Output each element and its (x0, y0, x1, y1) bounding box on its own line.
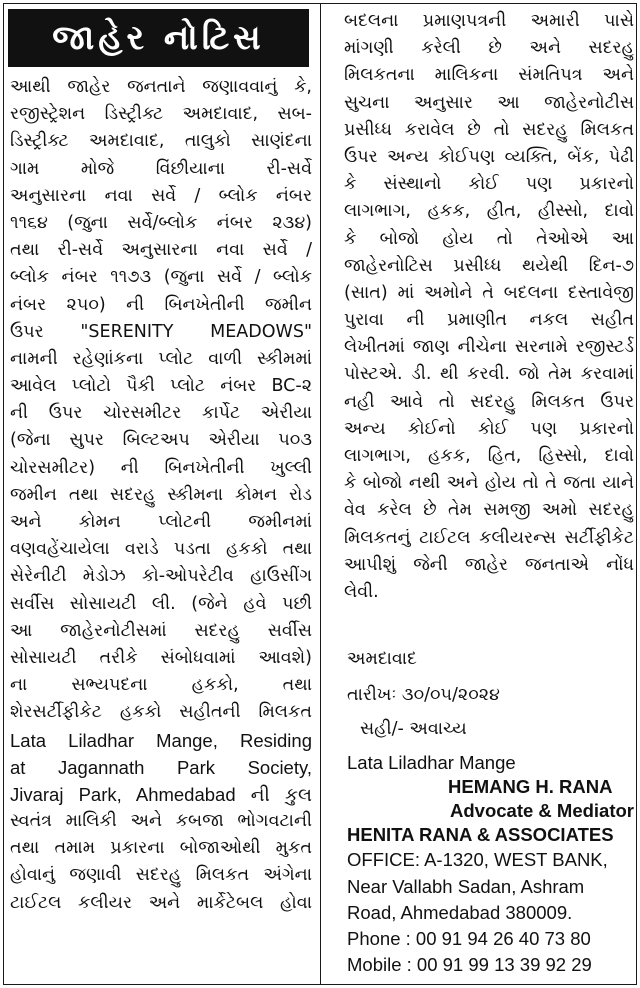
mobile-number: Mobile : 00 91 99 13 39 92 29 (347, 954, 592, 975)
notice-text-line: ના સભ્યપદના હકકો, તથા (10, 675, 312, 696)
notice-text-line: ડિસ્ટ્રીક્ટ અમદાવાદ, તાલુકો સાણંદના (10, 131, 312, 152)
signature-line: સહી/- અવાચ્ય (360, 719, 467, 739)
notice-text-line: at Jagannath Park Society, (10, 756, 312, 778)
firm-name: HENITA RANA & ASSOCIATES (347, 824, 614, 845)
notice-text-line: જાહેરનોટિસ પ્રસીધ્ધ થયેથી દિન-૭ (344, 255, 634, 276)
notice-text-line: કે બોજો હોય તો તેઓએ આ (344, 228, 634, 249)
notice-text-line: આથી જાહેર જનતાને જણાવવાનું કે, (10, 77, 312, 97)
notice-text-line: સેરેનીટી મેડોઝ કો-ઓપરેટીવ હાઉસીંગ (10, 566, 312, 587)
owner-name: Lata Liladhar Mange (347, 752, 516, 773)
notice-text-line: જમીન તથા સદરહુ સ્કીમના કોમન રોડ (10, 484, 312, 505)
notice-text-line: આપીશું જેની જાહેર જનતાએ નોંધ (344, 554, 634, 575)
left-column-text (10, 74, 312, 917)
column-divider (320, 3, 321, 985)
notice-text-line: ઉપર "SERENITY MEADOWS" (10, 321, 312, 342)
notice-text-line: પોસ્ટએ. ડી. થી કરવી. જો તેમ કરવામાં (344, 364, 634, 385)
notice-text-line: અને કોમન પ્લોટની જમીનમાં (10, 512, 312, 532)
advocate-name: HEMANG H. RANA (448, 776, 613, 797)
notice-title: જાહેર નોટિસ (52, 18, 265, 58)
notice-text-line: કે બોજો નથી અને હોય તો તે જતા યાને (344, 473, 634, 494)
notice-text-line: તથા તમામ પ્રકારના બોજાઓથી મુકત (10, 838, 312, 859)
office-address-line-2: Near Vallabh Sadan, Ashram (347, 876, 585, 897)
notice-text-line: (સાત) માં અમોને તે બદલના દસ્તાવેજી (344, 282, 634, 303)
notice-text-line: મિલકતના માલિકના સંમતિપત્ર અને (344, 65, 634, 86)
notice-text-line: વેવ કરેલ છે તેમ સમજી અમો સદરહુ (344, 500, 634, 521)
notice-text-line: બદલના પ્રમાણપત્રની અમારી પાસે (344, 11, 634, 31)
notice-text-line: આવેલ પ્લોટો પૈકી પ્લોટ નંબર BC-૨ (10, 376, 312, 397)
phone-number: Phone : 00 91 94 26 40 73 80 (347, 928, 591, 949)
notice-text-line: ઉપર અન્ય કોઈપણ વ્યક્તિ, બેંક, પેઢી (344, 146, 634, 167)
notice-text-line: માંગણી કરેલી છે અને સદરહુ (344, 38, 634, 59)
notice-text-line: ની ઉપર ચોરસમીટર કાર્પેટ એરીયા (10, 403, 312, 424)
notice-text-line: અનુસારના નવા સર્વે / બ્લોક નંબર (10, 185, 312, 206)
notice-text-line: નહી આવે તો સદરહુ મિલકત ઉપર (344, 391, 634, 412)
place-line: અમદાવાદ (347, 649, 417, 669)
notice-text-line: સોસાયટી તરીકે સંબોધવામાં આવશે) (10, 647, 312, 668)
notice-text-line: રજીસ્ટ્રેશન ડિસ્ટ્રીક્ટ અમદાવાદ, સબ- (10, 104, 312, 125)
notice-title-banner (8, 9, 309, 67)
notice-text-line: વણવહેંચાયેલા વરાડે પડતા હકકો તથા (10, 539, 312, 560)
notice-text-line: Jivaraj Park, Ahmedabad ની કુલ (10, 783, 312, 805)
notice-text-line: લાગભાગ, હકક, હિત, હિસ્સો, દાવો (344, 446, 634, 466)
notice-text-line: આ જાહેરનોટીસમાં સદરહુ સર્વીસ (10, 620, 312, 641)
office-address-line-1: OFFICE: A-1320, WEST BANK, (347, 849, 608, 870)
notice-text-line: બ્લોક નંબર ૧૧૭૩ (જુના સર્વે / બ્લોક (10, 267, 312, 288)
notice-text-line: હોવાનું જણાવી સદરહુ મિલકત અંગેના (10, 865, 312, 886)
notice-text-line: ગામ મોજે વિંછીયાના રી-સર્વે (10, 158, 312, 179)
notice-text-line: પ્રસીધ્ધ કરાવેલ છે તો સદરહુ મિલકત (344, 119, 634, 140)
notice-text-line: (જેના સુપર બિલ્ટઅપ એરીયા ૫૦૩ (10, 430, 312, 451)
notice-text-line: ૧૧૬૪ (જુના સર્વે/બ્લોક નંબર ૨૩૪) (10, 212, 312, 233)
office-address-line-3: Road, Ahmedabad 380009. (347, 902, 573, 923)
notice-text-line: નંબર ૨૫૦) ની બિનખેતીની જમીન (10, 294, 312, 315)
right-column-text (344, 8, 634, 606)
notice-text-line: તથા રી-સર્વે અનુસારના નવા સર્વે / (10, 240, 312, 261)
notice-text-line: નામની રહેણાંકના પ્લોટ વાળી સ્કીમમાં (10, 348, 312, 369)
notice-text-line: સર્વીસ સોસાયટી લી. (જેને હવે પછી (10, 593, 312, 614)
notice-text-line: મિલકતનું ટાઈટલ કલીયરન્સ સર્ટીફીકેટ (344, 527, 634, 548)
notice-text-line: અન્ય કોઈનો કોઈ પણ પ્રકારનો (344, 418, 634, 439)
notice-text-line: ચોરસમીટર) ની બિનખેતીની ખુલ્લી (10, 457, 312, 478)
notice-text-line: લેખીતમાં જાણ નીચેના સરનામે રજીસ્ટર્ડ (344, 337, 634, 358)
notice-text-line: સુચના અનુસાર આ જાહેરનોટીસ (344, 92, 634, 113)
notice-text-line: કે સંસ્થાનો કોઈ પણ પ્રકારનો (344, 174, 634, 195)
notice-text-line: લાગભાગ, હકક, હીત, હીસ્સો, દાવો (344, 201, 634, 222)
advocate-title: Advocate & Mediator (450, 800, 635, 821)
notice-text-line: ટાઈટલ કલીયર અને માર્કેટેબલ હોવા (10, 892, 312, 913)
date-line: તારીખઃ ૩૦/૦૫/૨૦૨૪ (347, 685, 500, 705)
notice-text-line: સ્વતંત્ર માલિકી અને કબજા ભોગવટાની (10, 811, 312, 832)
notice-text-line: શેરસર્ટીફીકેટ હકકો સહીતની મિલકત (10, 702, 312, 723)
notice-text-line: લેવી. (344, 581, 379, 602)
notice-text-line: પુરાવા ની પ્રમાણીત નકલ સહીત (344, 310, 634, 331)
notice-text-line: Lata Liladhar Mange, Residing (10, 729, 312, 751)
